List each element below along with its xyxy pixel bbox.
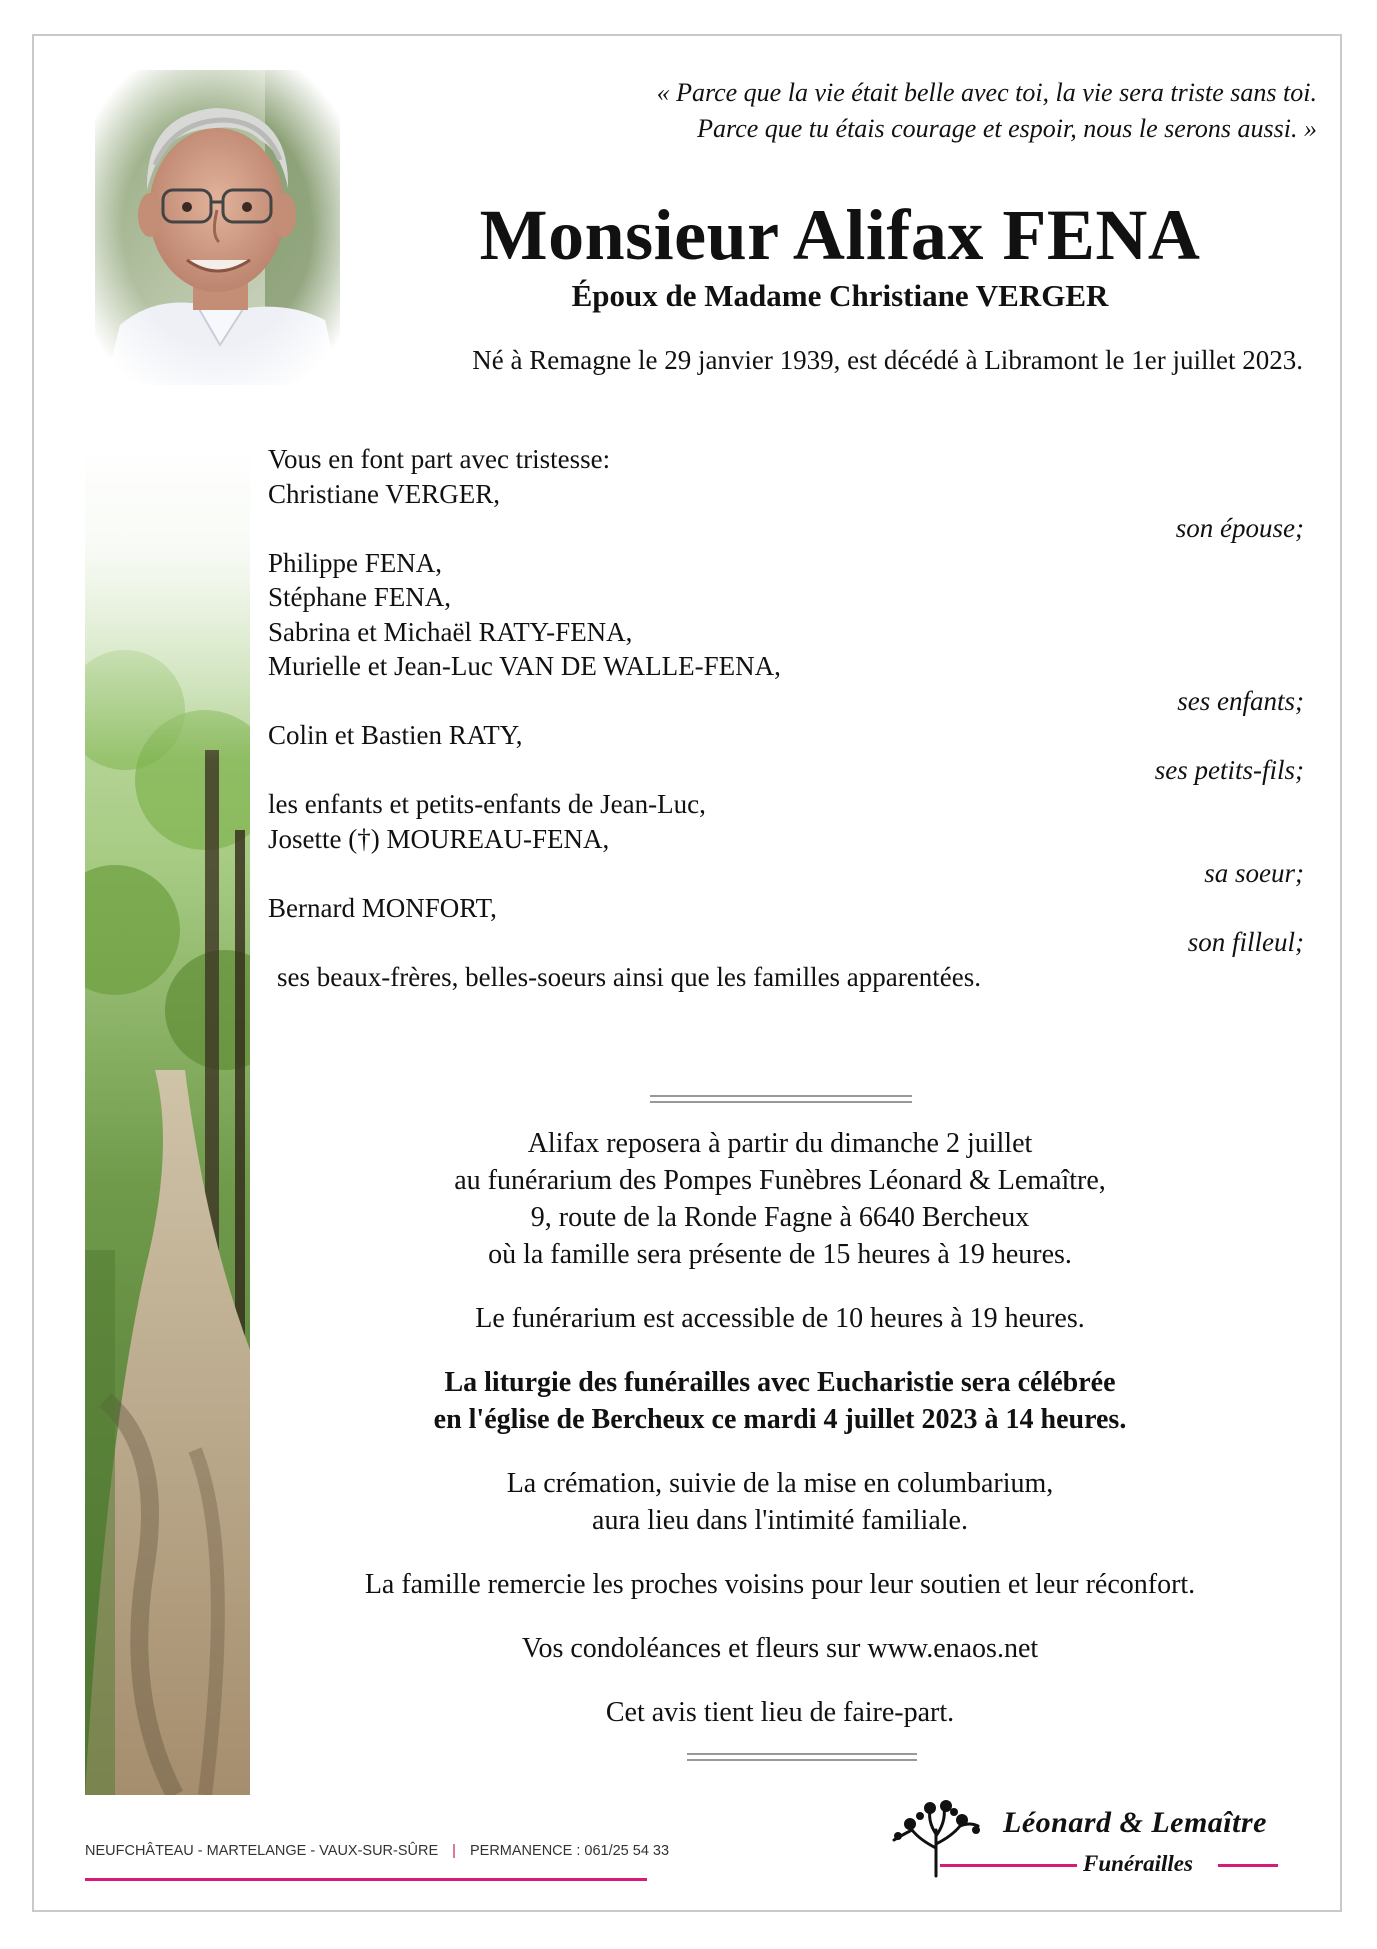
forest-fade-overlay (85, 440, 255, 760)
wake-line: Alifax reposera à partir du dimanche 2 juillet (527, 1128, 1033, 1159)
condolences-paragraph: Vos condoléances et fleurs sur www.enaos.net (521, 1633, 1039, 1664)
family-name: Sabrina et Michaël RATY-FENA, (268, 616, 633, 647)
footer-accent-line (85, 1878, 647, 1881)
quote-line-1: « Parce que la vie était belle avec toi, la vie sera triste sans toi. (656, 78, 1317, 107)
company-tagline: Funérailles (1083, 1851, 1193, 1876)
wake-line: 9, route de la Ronde Fagne à 6640 Bercheux (530, 1202, 1030, 1233)
notice-paragraph: Cet avis tient lieu de faire-part. (605, 1697, 955, 1728)
epitaph-quote (657, 75, 1317, 147)
family-relation: son épouse; (1175, 513, 1304, 543)
funeral-info (290, 1125, 1270, 1758)
footer-contact (85, 1843, 669, 1859)
access-paragraph: Le funérarium est accessible de 10 heures à 19 heures. (475, 1303, 1085, 1334)
footer-permanence: PERMANENCE : 061/25 54 33 (469, 1843, 670, 1859)
family-relation: sa soeur; (1204, 858, 1304, 888)
family-intro: Vous en font part avec tristesse: (268, 444, 611, 474)
cremation-line: aura lieu dans l'intimité familiale. (592, 1505, 968, 1536)
deceased-name: Monsieur Alifax FENA (479, 195, 1201, 275)
family-relation: ses enfants; (1177, 685, 1304, 716)
wake-paragraph (290, 1125, 1270, 1273)
family-name: Stéphane FENA, (268, 582, 451, 612)
footer-locations: NEUFCHÂTEAU - MARTELANGE - VAUX-SUR-SÛRE (85, 1843, 439, 1859)
family-name: Colin et Bastien RATY, (268, 720, 523, 750)
liturgy-paragraph (290, 1364, 1270, 1438)
family-name: les enfants et petits-enfants de Jean-Luc, (268, 789, 706, 819)
family-name: Christiane VERGER, (268, 478, 500, 509)
family-name: Philippe FENA, (268, 547, 443, 578)
divider-bottom (687, 1753, 917, 1761)
spouse-line: Époux de Madame Christiane VERGER (571, 278, 1109, 313)
quote-line-2: Parce que tu étais courage et espoir, nous le serons aussi. » (697, 114, 1317, 143)
wake-line: au funérarium des Pompes Funèbres Léonard & Lemaître, (454, 1165, 1106, 1196)
birth-death-line: Né à Remagne le 29 janvier 1939, est décédé à Libramont le 1er juillet 2023. (472, 345, 1303, 375)
liturgy-line: La liturgie des funérailles avec Eucharistie sera célébrée (444, 1367, 1116, 1398)
logo-accent-line-right (1218, 1864, 1278, 1867)
cremation-paragraph (290, 1465, 1270, 1539)
cremation-line: La crémation, suivie de la mise en columbarium, (506, 1468, 1054, 1499)
family-name: Bernard MONFORT, (268, 892, 497, 923)
liturgy-line: en l'église de Bercheux ce mardi 4 juillet 2023 à 14 heures. (433, 1404, 1127, 1435)
footer-separator: | (452, 1843, 456, 1859)
family-name: Josette (†) MOUREAU-FENA, (268, 823, 610, 854)
family-relation: son filleul; (1187, 927, 1304, 957)
family-closing: ses beaux-frères, belles-soeurs ainsi que les familles apparentées. (277, 961, 981, 992)
company-name: Léonard & Lemaître (1003, 1806, 1267, 1839)
family-relation: ses petits-fils; (1154, 754, 1304, 785)
wake-line: où la famille sera présente de 15 heures à 19 heures. (488, 1239, 1072, 1270)
deceased-portrait (95, 70, 340, 385)
family-list (268, 442, 1304, 994)
family-name: Murielle et Jean-Luc VAN DE WALLE-FENA, (268, 651, 781, 681)
divider-top (650, 1095, 912, 1103)
thanks-paragraph: La famille remercie les proches voisins pour leur soutien et leur réconfort. (364, 1569, 1196, 1600)
logo-accent-line-left (940, 1864, 1077, 1867)
